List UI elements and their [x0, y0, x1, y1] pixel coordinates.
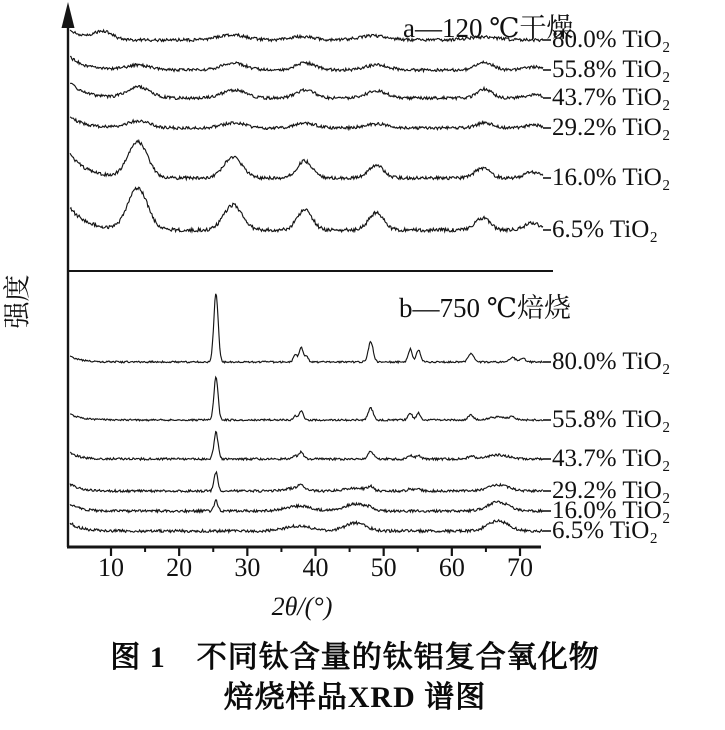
series-label: 43.7% TiO₂ — [552, 445, 671, 472]
x-axis-label: 2θ/(°) — [271, 592, 333, 621]
x-tick-label: 20 — [166, 553, 193, 582]
series-label: 55.8% TiO₂ — [552, 56, 671, 83]
series-label: 6.5% TiO₂ — [552, 216, 658, 243]
series-label: 6.5% TiO₂ — [552, 517, 658, 544]
x-tick-label: 70 — [507, 553, 533, 582]
series-label: 29.2% TiO₂ — [552, 114, 671, 141]
xrd-curve — [70, 187, 543, 232]
series-label: 43.7% TiO₂ — [552, 84, 671, 111]
xrd-curve — [70, 117, 543, 130]
xrd-curve — [70, 432, 543, 461]
series-label: 16.0% TiO₂ — [552, 497, 671, 524]
y-axis-arrowhead — [62, 2, 75, 28]
xrd-curve — [70, 83, 543, 99]
series-label: 80.0% TiO₂ — [552, 348, 671, 375]
series-label: 16.0% TiO₂ — [552, 164, 671, 191]
figure-caption — [0, 638, 710, 718]
x-tick-label: 30 — [234, 553, 261, 582]
y-axis-label: 强度 — [2, 274, 33, 329]
x-tick-label: 40 — [302, 553, 329, 582]
caption-line-2: 焙烧样品XRD 谱图 — [223, 681, 487, 714]
xrd-curve — [70, 520, 543, 533]
series-label: 29.2% TiO₂ — [552, 477, 671, 504]
series-label: 55.8% TiO₂ — [552, 406, 671, 433]
xrd-curve — [70, 56, 543, 71]
xrd-curve — [70, 500, 543, 512]
xrd-curve — [70, 377, 543, 421]
panel-b-title: b—750 ℃焙烧 — [399, 293, 571, 323]
series-label: 80.0% TiO₂ — [552, 26, 671, 53]
x-tick-label: 60 — [438, 553, 465, 582]
xrd-curve — [70, 472, 543, 492]
xrd-curve — [70, 141, 543, 180]
x-tick-label: 10 — [98, 553, 124, 582]
caption-line-1: 图 1 不同钛含量的钛铝复合氧化物 — [110, 641, 600, 674]
panel-a-title: a—120 ℃干燥 — [403, 13, 574, 43]
x-tick-label: 50 — [370, 553, 397, 582]
